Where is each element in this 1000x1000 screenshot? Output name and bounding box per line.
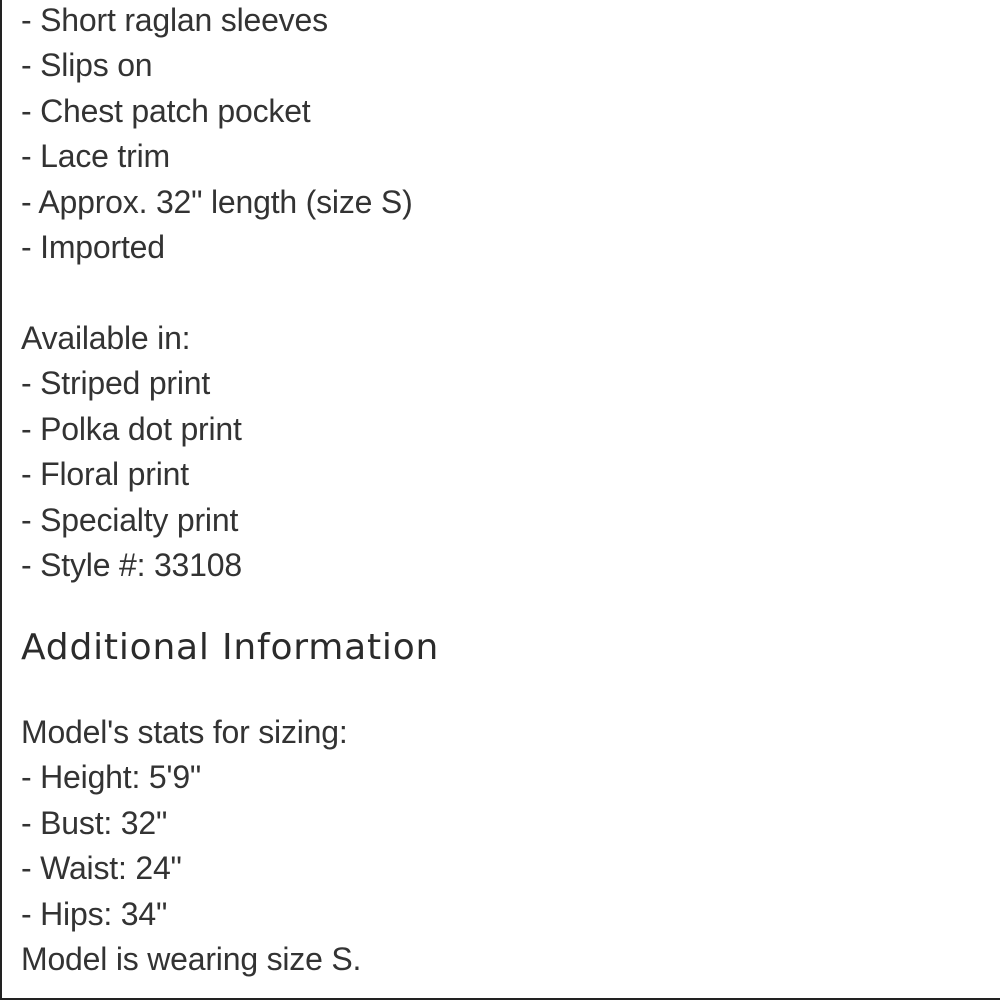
- stat-bust: - Bust: 32": [21, 804, 168, 841]
- stat-height: - Height: 5'9": [21, 759, 202, 796]
- style-number: - Style #: 33108: [21, 546, 242, 583]
- print-item-floral: - Floral print: [21, 456, 189, 493]
- print-item-striped: - Striped print: [21, 365, 211, 402]
- feature-item-sleeves: - Short raglan sleeves: [21, 2, 328, 38]
- available-heading: Available in:: [21, 320, 191, 356]
- feature-item-lace-trim: - Lace trim: [21, 138, 170, 175]
- feature-list: [21, 0, 413, 270]
- additional-information-title: Additional Information: [21, 627, 440, 668]
- feature-item-length: - Approx. 32" length (size S): [21, 183, 413, 220]
- model-stats: [21, 710, 361, 982]
- stat-waist: - Waist: 24": [21, 850, 182, 887]
- feature-item-slips-on: - Slips on: [21, 47, 153, 84]
- available-prints: [21, 316, 242, 588]
- model-stats-intro: Model's stats for sizing:: [21, 714, 348, 750]
- stat-hips: - Hips: 34": [21, 895, 168, 932]
- feature-item-imported: - Imported: [21, 228, 165, 265]
- model-stats-list: [21, 755, 361, 937]
- model-size-note: Model is wearing size S.: [21, 940, 362, 977]
- feature-item-pocket: - Chest patch pocket: [21, 92, 311, 129]
- print-list: [21, 361, 242, 588]
- print-item-polka-dot: - Polka dot print: [21, 410, 242, 447]
- print-item-specialty: - Specialty print: [21, 501, 239, 538]
- left-border: [0, 0, 2, 1000]
